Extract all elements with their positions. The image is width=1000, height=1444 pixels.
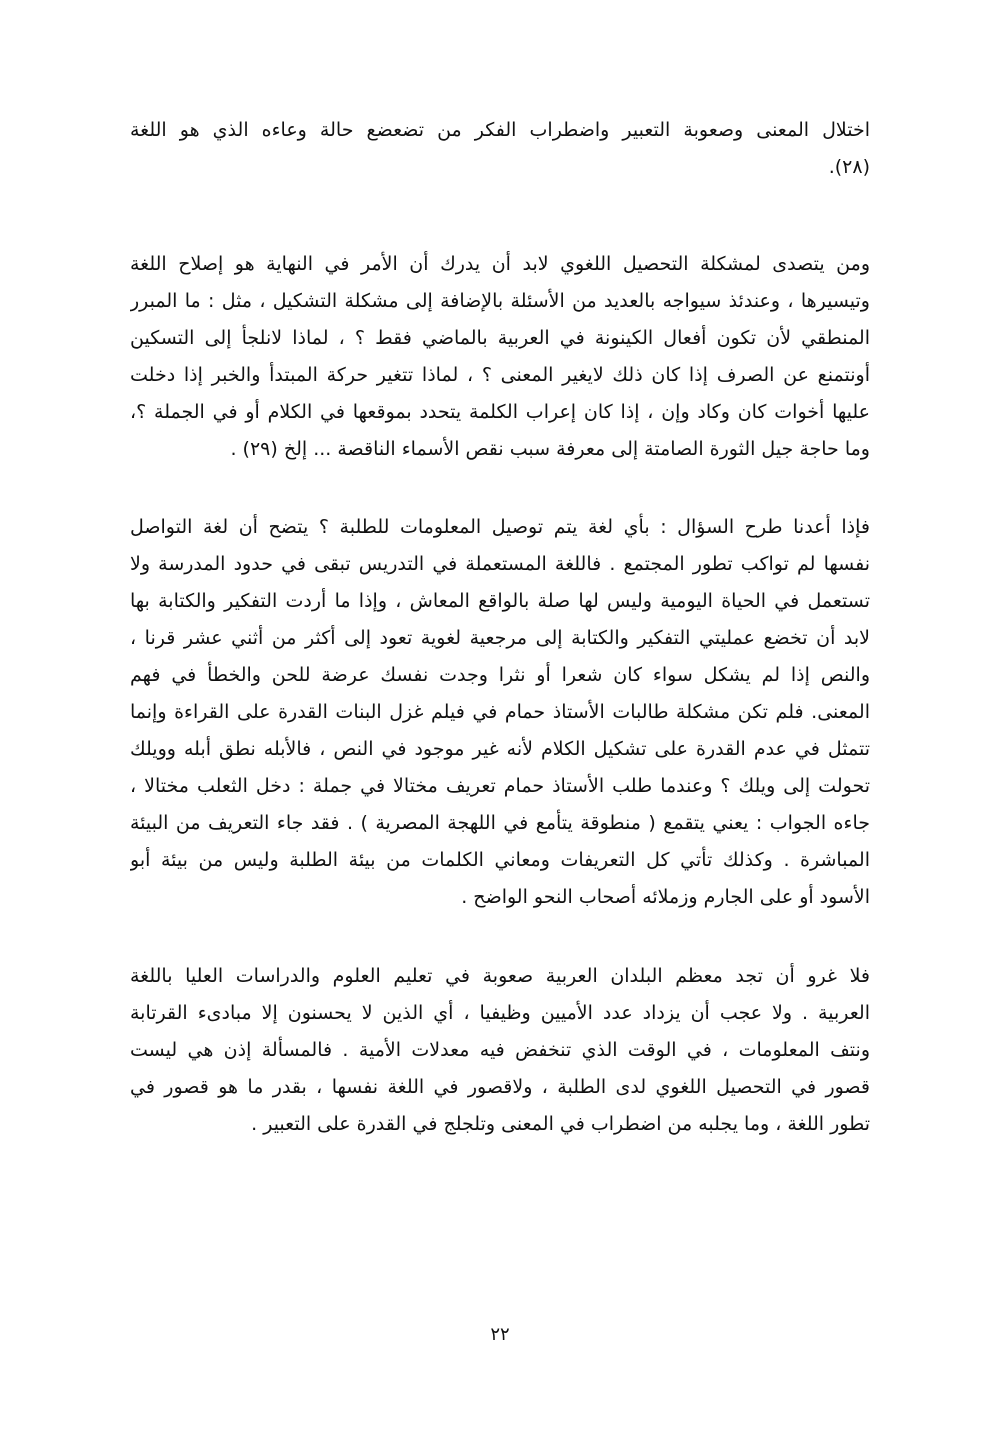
paragraph-4-line-1: فلا غرو أن تجد معظم البلدان العربية صعوبة في تعليم العلوم والدراسات العليا باللغة [130,965,870,987]
paragraph-2-line-3: المنطقي لأن تكون أفعال الكينونة في العربية بالماضي فقط ؟ ، لماذا لانلجأ إلى التسكين [130,327,870,349]
paragraph-3-line-8: تحولت إلى ويلك ؟ وعندما طلب الأستاذ حمام تعريف مختالا في جملة : دخل الثعلب مختالا ، [130,775,870,797]
paragraph-4-line-3: ونتف المعلومات ، في الوقت الذي تنخفض فيه معدلات الأمية . فالمسألة إذن هي ليست [130,1039,870,1061]
paragraph-2-line-2: وتيسيرها ، وعندئذ سيواجه بالعديد من الأسئلة بالإضافة إلى مشكلة التشكيل ، مثل : ما المبرر [130,290,870,312]
paragraph-3-line-11: الأسود أو على الجارم وزملائه أصحاب النحو الواضح . [461,886,870,908]
paragraph-2-line-1: ومن يتصدى لمشكلة التحصيل اللغوي لابد أن يدرك أن الأمر في النهاية هو إصلاح اللغة [130,253,870,275]
paragraph-2-line-5: عليها أخوات كان وكاد وإن ، إذا كان إعراب الكلمة يتحدد بموقعها في الكلام أو في الجملة ؟، [130,401,870,423]
paragraph-3-line-5: والنص إذا لم يشكل سواء كان شعرا أو نثرا وجدت نفسك عرضة للحن والخطأ في فهم [130,664,870,686]
paragraph-4-line-4: قصور في التحصيل اللغوي لدى الطلبة ، ولاقصور في اللغة نفسها ، بقدر ما هو قصور في [130,1076,870,1098]
paragraph-3-line-10: المباشرة . وكذلك تأتي كل التعريفات ومعاني الكلمات من بيئة الطلبة وليس من بيئة أبو [130,849,870,871]
paragraph-4-line-5: تطور اللغة ، وما يجلبه من اضطراب في المعنى وتلجلج في القدرة على التعبير . [251,1113,870,1135]
paragraph-2-line-6: وما حاجة جيل الثورة الصامتة إلى معرفة سبب نقص الأسماء الناقصة ... إلخ (٢٩) . [230,438,870,460]
paragraph-1-line-1: اختلال المعنى وصعوبة التعبير واضطراب الفكر من تضعضع حالة وعاءه الذي هو اللغة [130,119,870,141]
paragraph-3-line-6: المعنى. فلم تكن مشكلة طالبات الأستاذ حمام في فيلم غزل البنات القدرة على القراءة وإنما [130,701,870,723]
paragraph-3-line-2: نفسها لم تواكب تطور المجتمع . فاللغة المستعملة في التدريس تبقى في حدود المدرسة ولا [130,553,870,575]
page-number: ٢٢ [490,1324,510,1345]
paragraph-4-line-2: العربية . ولا عجب أن يزداد عدد الأميين وظيفيا ، أي الذين لا يحسنون إلا مبادىء القرتابة [130,1002,870,1024]
paragraph-2-line-4: أونتمنع عن الصرف إذا كان ذلك لايغير المعنى ؟ ، لماذا تتغير حركة المبتدأ والخبر إذا دخلت [130,364,870,386]
paragraph-1-line-2: (٢٨). [828,156,870,178]
paragraph-3-line-1: فإذا أعدنا طرح السؤال : بأي لغة يتم توصيل المعلومات للطلبة ؟ يتضح أن لغة التواصل [130,516,870,538]
paragraph-3-line-9: جاءه الجواب : يعني يتقمع ( منطوقة يتأمع في اللهجة المصرية ) . فقد جاء التعريف من البيئة [130,812,870,834]
paragraph-3-line-3: تستعمل في الحياة اليومية وليس لها صلة بالواقع المعاش ، وإذا ما أردت التفكير والكتابة بها [130,590,870,612]
paragraph-3-line-4: لابد أن تخضع عمليتي التفكير والكتابة إلى مرجعية لغوية تعود إلى أكثر من أثني عشر قرنا ، [130,627,870,649]
paragraph-3-line-7: تتمثل في عدم القدرة على تشكيل الكلام لأنه غير موجود في النص ، فالأبله نطق أبله وويلك [130,738,870,760]
